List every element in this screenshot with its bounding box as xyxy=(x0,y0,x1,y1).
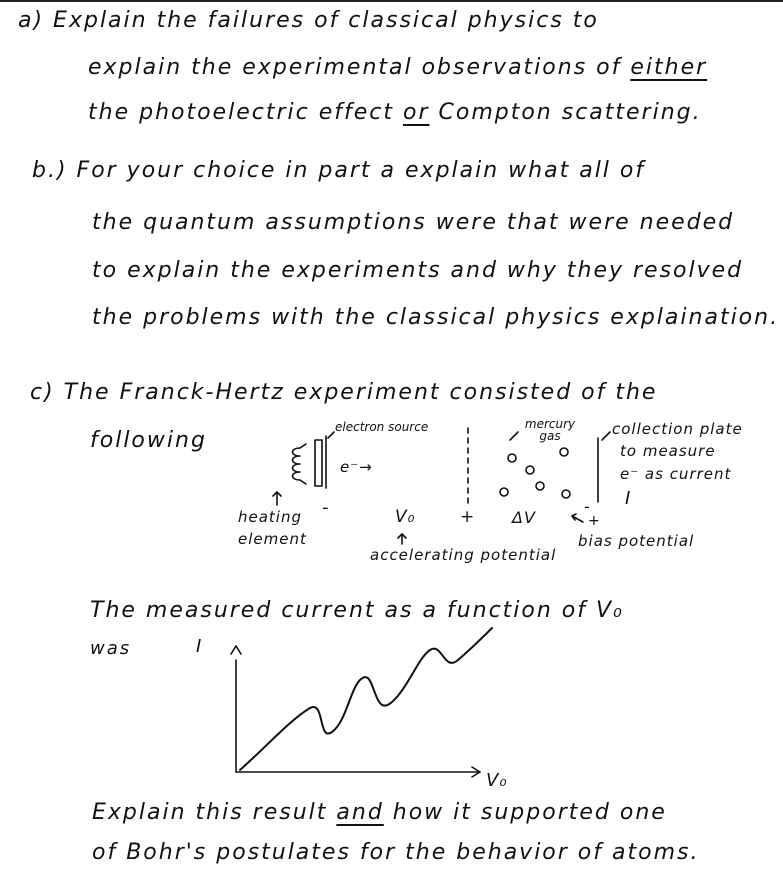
mercury-atom xyxy=(536,482,544,490)
label-plus-right: + xyxy=(588,513,601,529)
label-v0-diagram: V₀ xyxy=(395,507,416,527)
mercury-atom xyxy=(560,448,568,456)
explain-line-2: of Bohr's postulates for the behavior of atoms. xyxy=(92,840,700,865)
explain-line-1-end: how it supported one xyxy=(383,800,667,825)
mercury-atom xyxy=(508,454,516,462)
label-heating-2: element xyxy=(238,530,307,548)
explain-and-underlined: and xyxy=(336,800,384,825)
label-electron: e⁻→ xyxy=(340,458,373,476)
part-a-line-2-text: explain the experimental observations of xyxy=(88,55,631,80)
current-curve xyxy=(240,628,492,770)
label-electron-source: electron source xyxy=(335,420,429,434)
label-collection-plate-1: collection plate xyxy=(612,420,743,438)
label-collection-plate-2: to measure xyxy=(620,442,716,460)
part-a-either-underlined: either xyxy=(630,55,708,80)
part-a-line-3-end: Compton scattering. xyxy=(429,100,702,125)
label-minus-right: - xyxy=(584,497,591,516)
label-plus: + xyxy=(460,507,476,527)
graph-y-arrowhead xyxy=(231,646,241,654)
heating-coil-icon xyxy=(293,448,301,480)
measured-line-1: The measured current as a function of V₀ xyxy=(90,598,624,623)
label-accelerating-potential: accelerating potential xyxy=(370,546,557,564)
mercury-atom xyxy=(526,466,534,474)
part-c-line-2: following xyxy=(90,428,207,453)
graph-x-label: V₀ xyxy=(486,770,508,791)
label-current-symbol: I xyxy=(625,488,632,509)
measured-line-2: was xyxy=(90,638,132,659)
mercury-pointer xyxy=(510,432,518,440)
explain-line-1-text: Explain this result xyxy=(92,800,337,825)
label-delta-v: ΔV xyxy=(512,508,536,527)
electron-source-plate xyxy=(315,440,322,486)
part-b-line-3: to explain the experiments and why they resolved xyxy=(92,258,744,283)
electron-source-pointer xyxy=(328,432,334,438)
mercury-atom xyxy=(500,488,508,496)
mercury-atom xyxy=(562,490,570,498)
graph-y-label: I xyxy=(196,636,203,657)
part-a-line-1: a) Explain the failures of classical physics to xyxy=(18,8,599,33)
collection-pointer xyxy=(602,432,610,440)
label-minus-left: - xyxy=(322,497,330,518)
part-b-line-2: the quantum assumptions were that were needed xyxy=(92,210,735,235)
heating-coil-lead-bottom xyxy=(300,480,306,484)
part-c-line-1: c) The Franck-Hertz experiment consisted of the xyxy=(30,380,658,405)
label-collection-plate-3: e⁻ as current xyxy=(620,465,732,483)
label-bias-potential: bias potential xyxy=(578,532,695,550)
label-mercury-gas: mercury gas xyxy=(524,417,576,443)
part-a-line-3-text: the photoelectric effect xyxy=(88,100,403,125)
part-b-line-4: the problems with the classical physics explaination. xyxy=(92,305,780,330)
part-b-line-1: b.) For your choice in part a explain what all of xyxy=(32,158,646,183)
part-a-or-underlined: or xyxy=(402,100,430,125)
label-heating-1: heating xyxy=(238,508,303,526)
heating-coil-lead-top xyxy=(300,444,306,448)
